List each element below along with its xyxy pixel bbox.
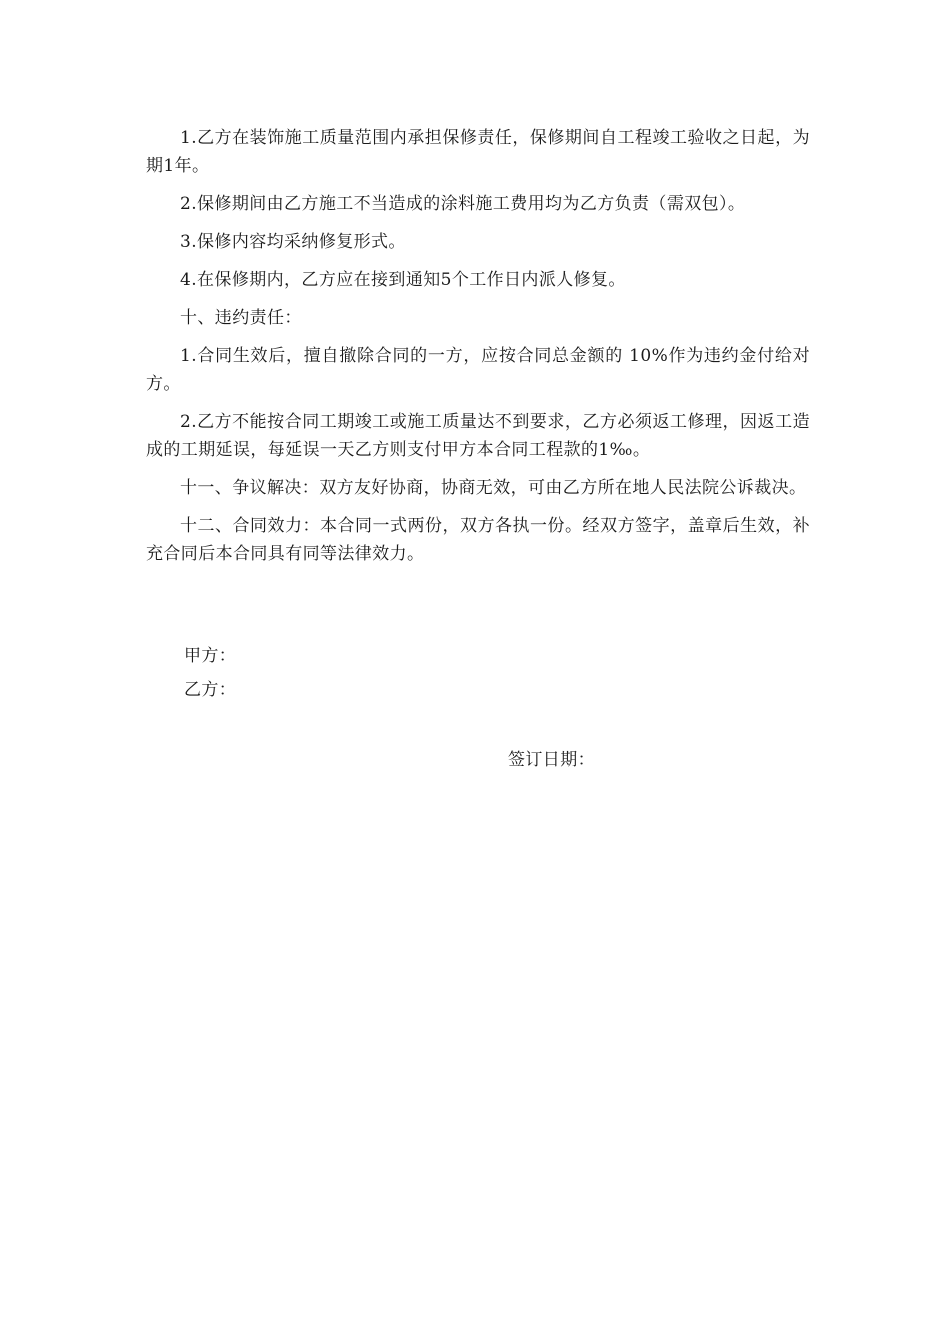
breach-clause-2: 2.乙方不能按合同工期竣工或施工质量达不到要求，乙方必须返工修理，因返工造成的工期延误，每延误一天乙方则支付甲方本合同工程款的1‰。: [146, 412, 810, 460]
dispute-resolution-clause: 十一、争议解决：双方友好协商，协商无效，可由乙方所在地人民法院公诉裁决。: [180, 478, 807, 498]
warranty-clause-1: 1.乙方在装饰施工质量范围内承担保修责任，保修期间自工程竣工验收之日起，为期1年。: [146, 128, 810, 176]
warranty-clause-3: 3.保修内容均采纳修复形式。: [180, 232, 406, 252]
party-b-signature-label: 乙方：: [184, 680, 237, 700]
section-heading-breach: 十、违约责任：: [180, 308, 302, 328]
warranty-clause-4: 4.在保修期内，乙方应在接到通知5个工作日内派人修复。: [180, 270, 626, 290]
breach-clause-1: 1.合同生效后，擅自撤除合同的一方，应按合同总金额的 10%作为违约金付给对方。: [146, 346, 810, 394]
party-a-signature-label: 甲方：: [184, 646, 237, 666]
contract-body: [146, 124, 810, 578]
contract-validity-clause: 十二、合同效力：本合同一式两份，双方各执一份。经双方签字，盖章后生效，补充合同后本合同具有同等法律效力。: [146, 516, 810, 564]
signing-date-label: 签订日期：: [508, 750, 595, 770]
warranty-clause-2: 2.保修期间由乙方施工不当造成的涂料施工费用均为乙方负责（需双包）。: [180, 194, 746, 214]
